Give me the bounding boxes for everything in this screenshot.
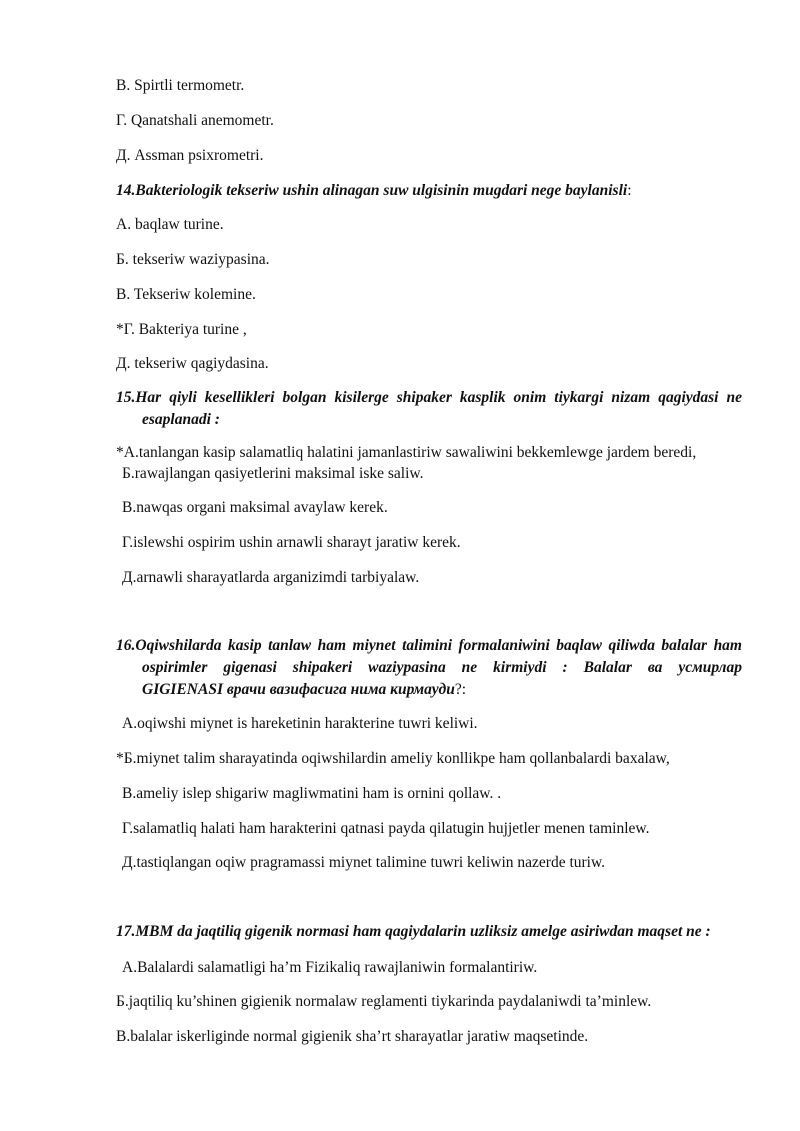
q16-question-line2: ospirimler gigenasi shipakeri waziypasina ne kirmiydi : Balalar ва усмирлар [142, 659, 742, 676]
q16-question-line3-wrap [116, 679, 742, 701]
q17-option-v: B.balalar iskerliginde normal gigienik sha’rt sharayatlar jaratiw maqsetinde. [116, 1028, 589, 1045]
q14-question [116, 181, 632, 201]
q16-question-line3-tail: ?: [454, 681, 467, 698]
q16-option-v: B.ameliy islep shigariw magliwmatini ham is ornini qollaw. . [122, 785, 502, 802]
q16-question-line1: 16.Oqiwshilarda kasip tanlaw ham miynet talimini formalaniwini baqlaw qiliwda balalar ham [116, 637, 742, 654]
q15-option-d: Д.arnawli sharayatlarda arganizimdi tarbiyalaw. [122, 569, 420, 586]
q15-option-g: Г.islewshi ospirim ushin arnawli sharayt jaratiw kerek. [122, 534, 461, 551]
q13-option-d: Д. Assman psixrometri. [116, 147, 264, 164]
q14-option-g: *Г. Bakteriya turine , [116, 321, 247, 338]
q14-question-text: 14.Bakteriologik tekseriw ushin alinagan suw ulgisinin mugdari nege baylanisli [116, 182, 628, 199]
q13-option-v: B. Spirtli termometr. [116, 77, 245, 94]
q16-question-line3: GIGIENASI врачи вазифасига нима кирмауди [142, 681, 455, 698]
q14-option-b: Б. tekseriw waziypasina. [116, 251, 270, 268]
q14-question-colon: : [627, 182, 632, 199]
q16-option-a: A.oqiwshi miynet is hareketinin harakterine tuwri keliwi. [122, 715, 478, 732]
q16-question [116, 635, 742, 701]
q17-question: 17.MBM da jaqtiliq gigenik normasi ham qagiydalarin uzliksiz amelge asiriwdan maqset ne : [116, 923, 711, 940]
q15-question-line1: 15.Har qiyli kesellikleri bolgan kisilerge shipaker kasplik onim tiykargi nizam qagiydasi ne [116, 389, 742, 406]
q15-question-line2: esaplanadi : [142, 411, 220, 428]
q15-question [116, 387, 742, 431]
q14-option-a: A. baqlaw turine. [116, 216, 224, 233]
q16-option-d: Д.tastiqlangan oqiw pragramassi miynet talimine tuwri keliwin nazerde turiw. [122, 854, 606, 871]
q13-option-g: Г. Qanatshali anemometr. [116, 112, 274, 129]
q16-option-b: *Б.miynet talim sharayatinda oqiwshilardin ameliy konllikpe ham qollanbalardi baxalaw, [116, 750, 670, 767]
q14-option-v: B. Tekseriw kolemine. [116, 286, 256, 303]
q14-option-d: Д. tekseriw qagiydasina. [116, 355, 269, 372]
q15-option-b: Б.rawajlangan qasiyetlerini maksimal iske saliw. [122, 465, 424, 482]
q15-option-v: B.nawqas organi maksimal avaylaw kerek. [122, 499, 388, 516]
q17-option-b: Б.jaqtiliq ku’shinen gigienik normalaw reglamenti tiykarinda paydalaniwdi ta’minlew. [116, 993, 652, 1010]
q17-option-a: A.Balalardi salamatligi ha’m Fizikaliq rawajlaniwin formalantiriw. [122, 959, 538, 976]
q15-option-a: *A.tanlangan kasip salamatliq halatini jamanlastiriw sawaliwini bekkemlewge jardem beredi, [116, 444, 697, 461]
q16-option-g: Г.salamatliq halati ham harakterini qatnasi payda qilatugin hujjetler menen taminlew. [122, 820, 650, 837]
